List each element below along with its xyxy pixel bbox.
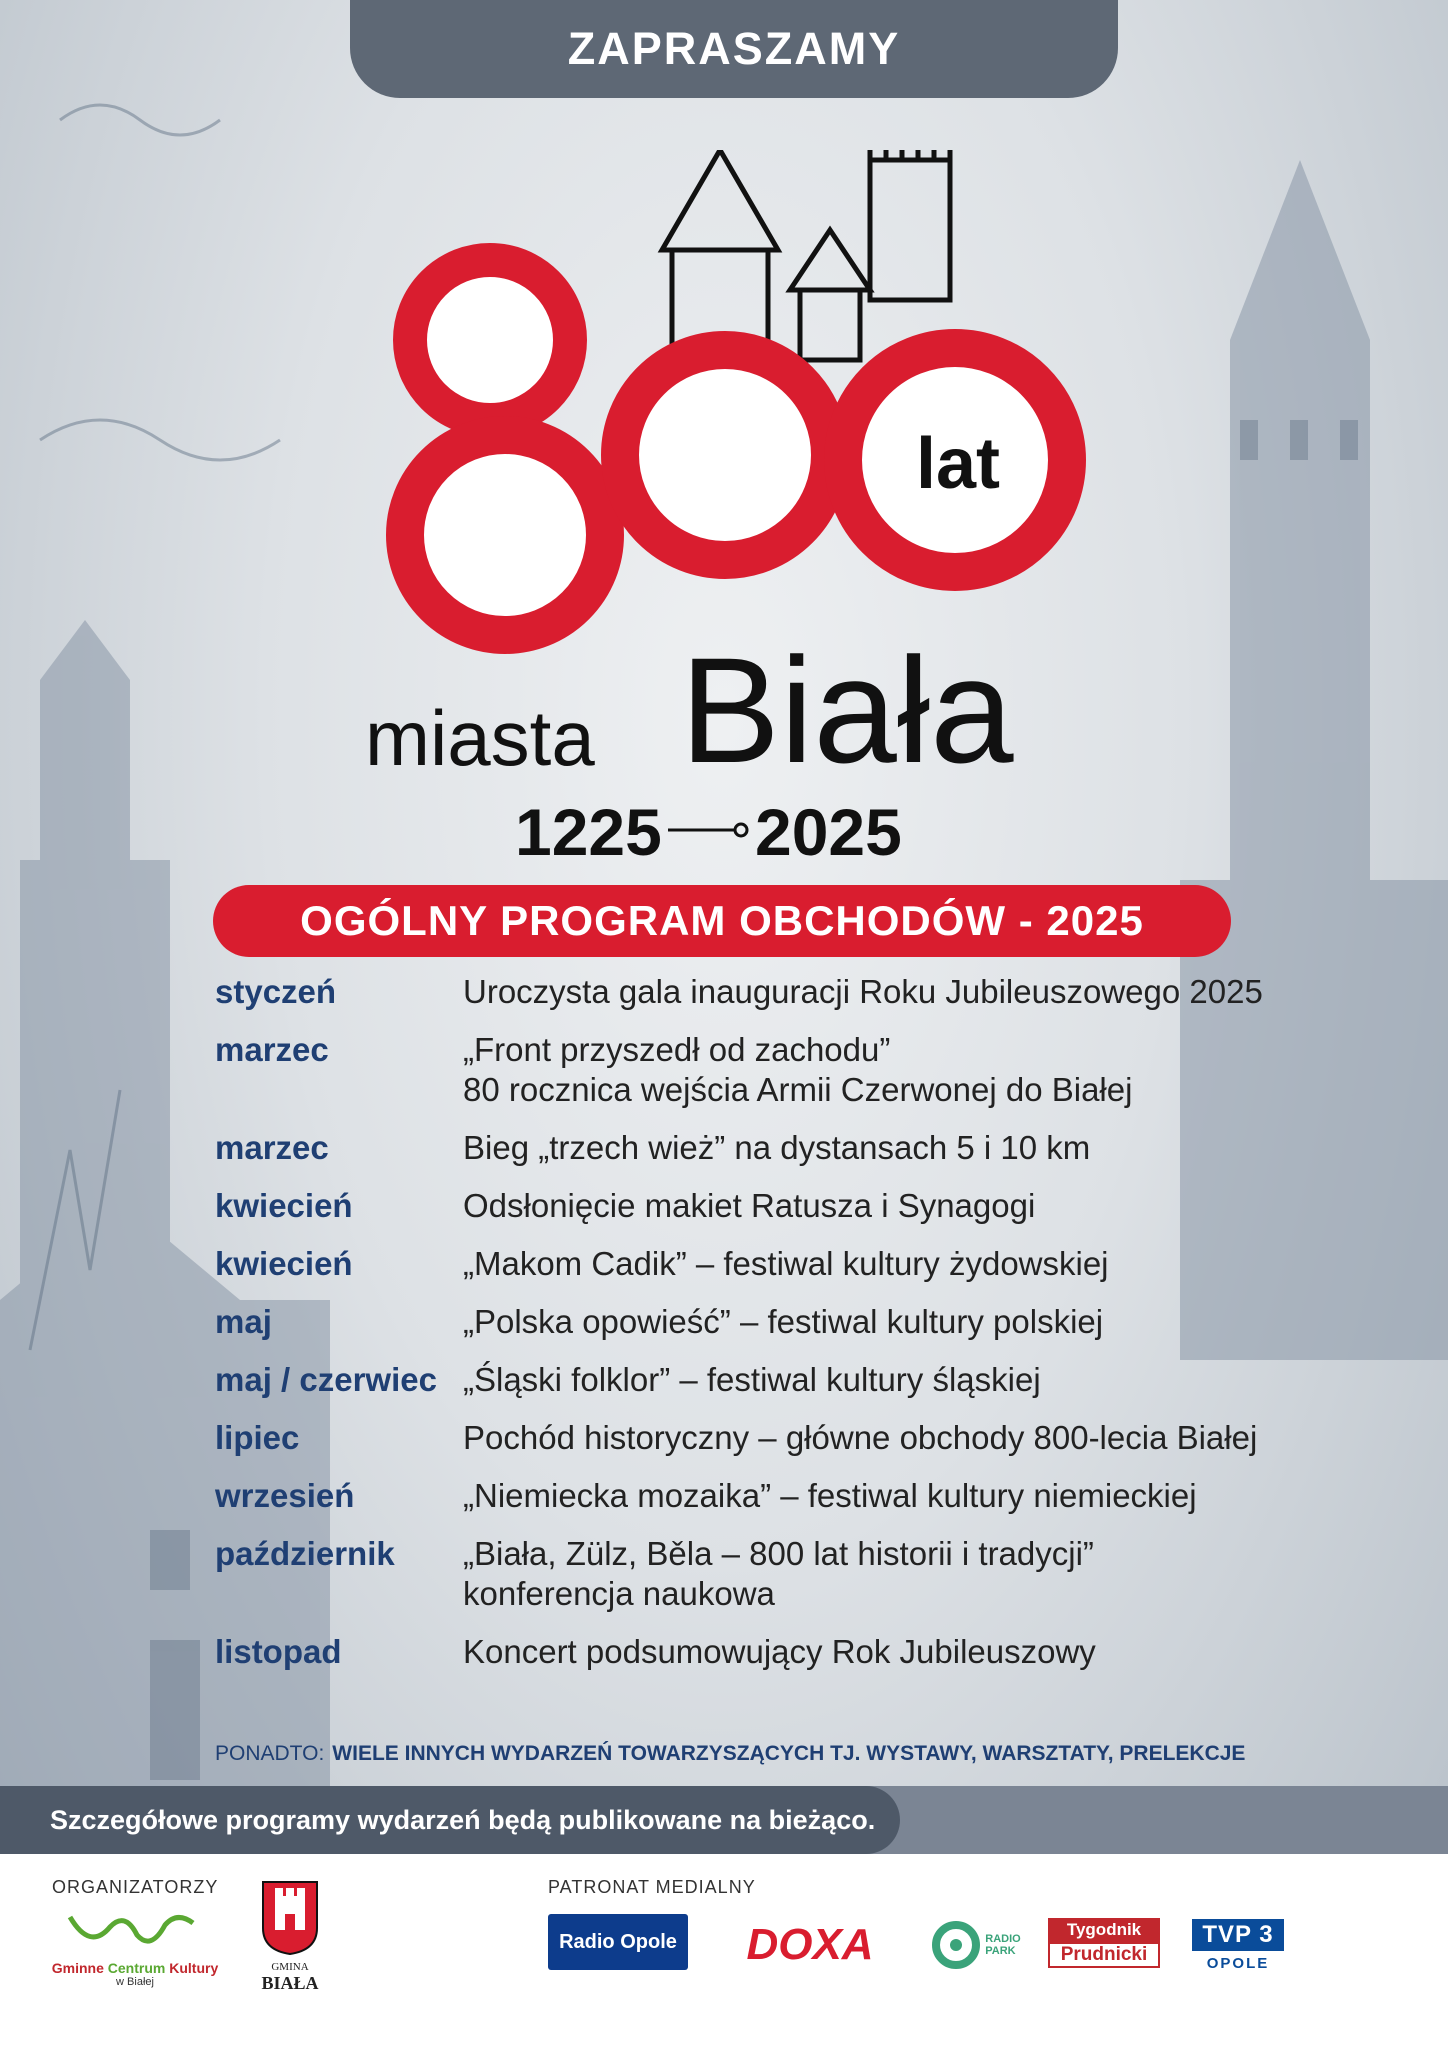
event-description: „Biała, Zülz, Běla – 800 lat historii i tradycji” konferencja naukowa — [463, 1535, 1094, 1612]
eight-symbol — [405, 260, 605, 635]
miasta-text: miasta — [365, 694, 595, 782]
event-row — [215, 1534, 1275, 1614]
event-row — [215, 972, 1275, 1012]
radio-opole-logo: Radio Opole — [548, 1914, 688, 1970]
event-description: „Front przyszedł od zachodu” 80 rocznica wejścia Armii Czerwonej do Białej — [463, 1031, 1133, 1108]
organizers-label: ORGANIZATORZY — [52, 1877, 219, 1897]
event-month: kwiecień — [215, 1245, 353, 1282]
event-row — [215, 1128, 1275, 1168]
event-description: Pochód historyczny – główne obchody 800-lecia Białej — [463, 1419, 1258, 1456]
zero-symbol — [620, 350, 830, 560]
event-row — [215, 1360, 1275, 1400]
radio-park-line2: PARK — [985, 1945, 1016, 1957]
event-month: listopad — [215, 1633, 342, 1670]
event-row — [215, 1030, 1275, 1110]
tvp-logo: TVP 3 — [1192, 1919, 1283, 1951]
event-month: lipiec — [215, 1419, 300, 1456]
gck-sub: w Białej — [116, 1976, 154, 1988]
event-month: wrzesień — [215, 1477, 355, 1514]
ponadto-note — [215, 1742, 1245, 1766]
city-name: Biała — [680, 626, 1014, 794]
event-description: Odsłonięcie makiet Ratusza i Synagogi — [463, 1187, 1036, 1224]
event-month: marzec — [215, 1129, 329, 1166]
gck-name-3: Kultury — [169, 1960, 219, 1976]
tygodnik-prudnicki-logo — [1048, 1914, 1160, 1972]
gmina-line2: BIAŁA — [261, 1973, 319, 1993]
bottom-note: Szczegółowe programy wydarzeń będą publikowane na bieżąco. — [0, 1786, 900, 1854]
radio-park-line1: RADIO — [985, 1933, 1021, 1945]
year-end: 2025 — [755, 795, 902, 869]
radio-park-logo — [922, 1914, 1030, 1976]
gck-name-2: Centrum — [107, 1960, 166, 1976]
event-description: „Śląski folklor” – festiwal kultury śląskiej — [463, 1361, 1041, 1398]
event-month: maj — [215, 1303, 272, 1340]
tvp3-opole-logo — [1188, 1914, 1288, 1976]
tygodnik-line2: Prudnicki — [1048, 1942, 1160, 1968]
lat-text: lat — [915, 424, 1001, 504]
gck-wave-icon — [65, 1905, 205, 1951]
event-description: „Makom Cadik” – festiwal kultury żydowskiej — [463, 1245, 1109, 1282]
ponadto-text: WIELE INNYCH WYDARZEŃ TOWARZYSZĄCYCH TJ. WYSTAWY, WARSZTATY, PRELEKCJE — [332, 1742, 1246, 1765]
jubilee-logo — [350, 150, 1110, 870]
event-row — [215, 1418, 1275, 1458]
gck-logo — [50, 1905, 220, 2015]
year-start: 1225 — [515, 795, 662, 869]
program-banner: OGÓLNY PROGRAM OBCHODÓW - 2025 — [213, 885, 1231, 957]
event-description: Bieg „trzech wież” na dystansach 5 i 10 km — [463, 1129, 1091, 1166]
event-row — [215, 1302, 1275, 1342]
gmina-biala-logo — [250, 1878, 330, 2018]
radio-doxa-logo: DOXA — [746, 1920, 874, 1969]
event-month: październik — [215, 1535, 395, 1572]
media-label: PATRONAT MEDIALNY — [548, 1877, 756, 1897]
event-month: marzec — [215, 1031, 329, 1068]
event-description: Uroczysta gala inauguracji Roku Jubileuszowego 2025 — [463, 973, 1263, 1010]
ponadto-label: PONADTO: — [215, 1742, 325, 1765]
radio-park-icon — [931, 1920, 981, 1970]
event-description: „Polska opowieść” – festiwal kultury polskiej — [463, 1303, 1104, 1340]
arrow-icon — [668, 824, 747, 836]
event-description: Koncert podsumowujący Rok Jubileuszowy — [463, 1633, 1096, 1670]
gmina-line1: GMINA — [271, 1961, 309, 1973]
event-month: kwiecień — [215, 1187, 353, 1224]
tvp-sub: OPOLE — [1206, 1954, 1270, 1972]
event-row — [215, 1186, 1275, 1226]
coat-of-arms-icon — [261, 1878, 319, 1956]
event-month: maj / czerwiec — [215, 1361, 437, 1398]
events-list — [215, 972, 1275, 1690]
gck-name-1: Gminne — [51, 1960, 104, 1976]
event-month: styczeń — [215, 973, 337, 1010]
tygodnik-line1: Tygodnik — [1048, 1918, 1160, 1942]
castle-towers-icon — [662, 150, 950, 360]
header-title: ZAPRASZAMY — [350, 0, 1118, 98]
event-row — [215, 1632, 1275, 1672]
event-row — [215, 1476, 1275, 1516]
event-description: „Niemiecka mozaika” – festiwal kultury niemieckiej — [463, 1477, 1197, 1514]
event-row — [215, 1244, 1275, 1284]
